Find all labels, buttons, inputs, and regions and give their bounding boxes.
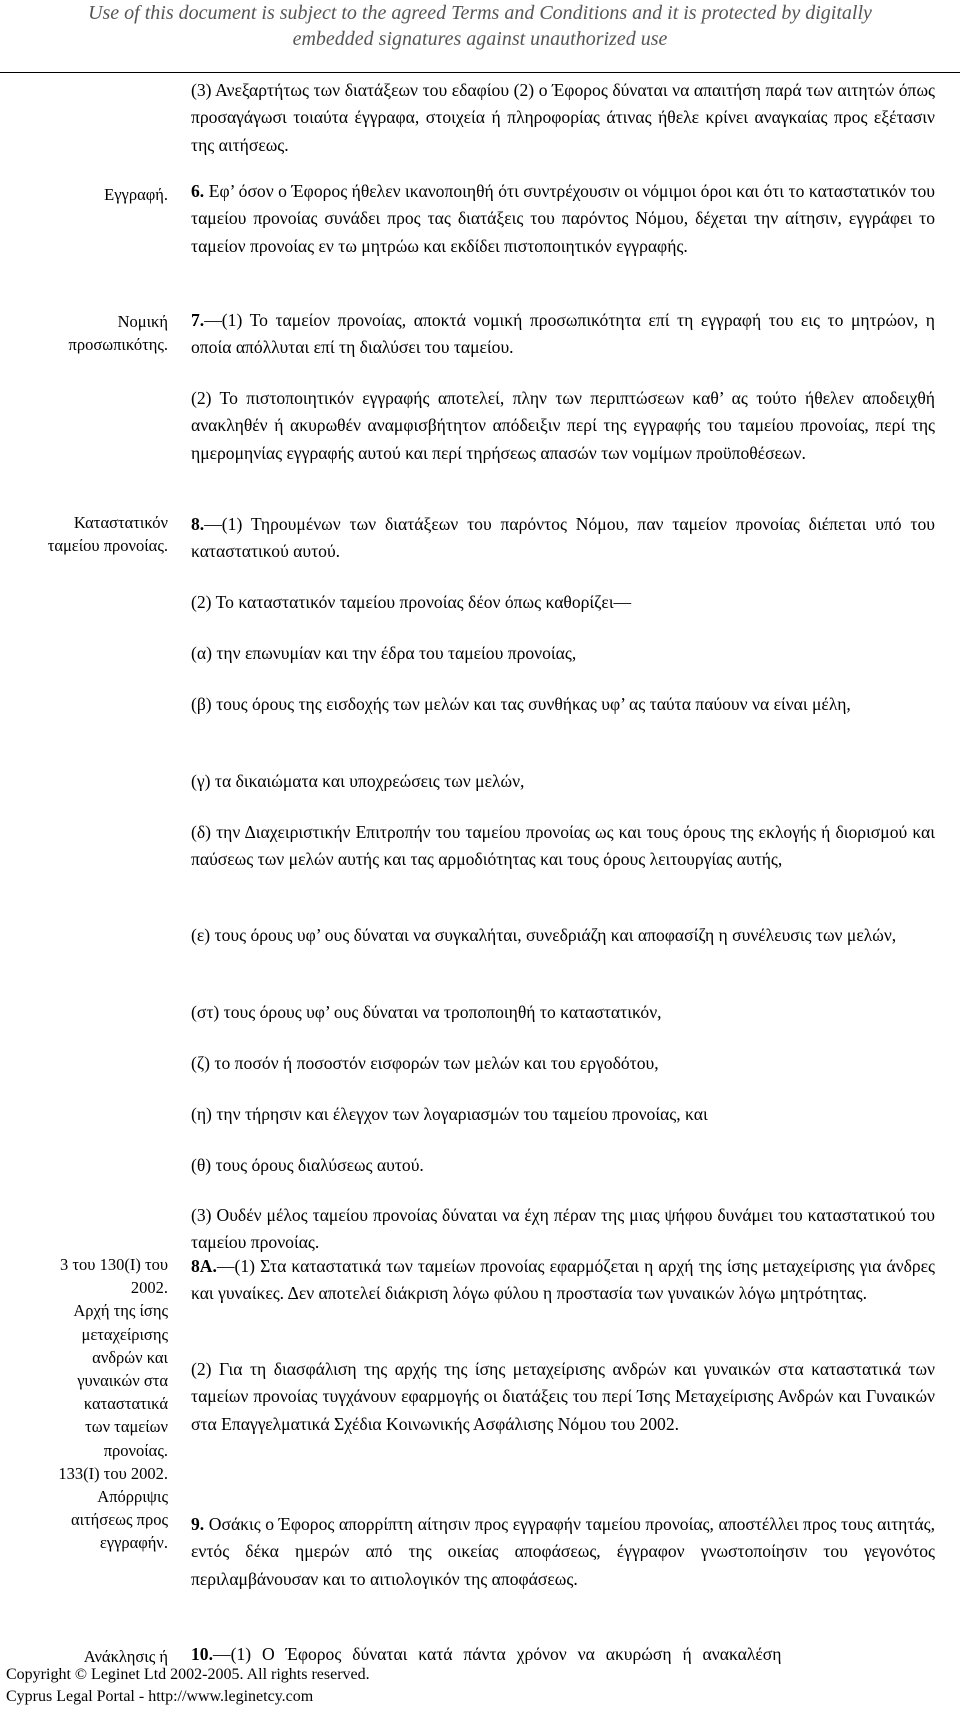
- section-8a-text: —(1) Στα καταστατικά των ταμείων προνοίας εφαρμόζεται η αρχή της ίσης μεταχείρισης για άνδρες και γυναίκες. Δεν αποτελεί διάκριση λόγω φύλου η προστασία των γυναικών λόγω μητρότητας.: [191, 1256, 935, 1304]
- section-7-number: 7.: [191, 310, 205, 330]
- paragraph-5-3: (3) Ανεξαρτήτως των διατάξεων του εδαφίου (2) ο Έφορος δύναται να απαιτήση παρά των αιτητών όπως προσαγάγωσι τοιαύτα έγγραφα, στοιχεία ή πληροφορίας άτινας ήθελε κρίνει αναγκαίας προς εξέτασιν της αιτήσεως.: [191, 80, 935, 155]
- section-8: [191, 511, 935, 566]
- section-8a-2: (2) Για τη διασφάλιση της αρχής της ίσης μεταχείρισης ανδρών και γυναικών στα καταστατικά των ταμείων προνοίας τυγχάνουν εφαρμογής οι διατάξεις του περί Ίσης Μεταχείρισης Ανδρών και Γυναικών στα Επαγγελματικά Σχέδια Κοινωνικής Ασφάλισης Νόμου του 2002.: [191, 1359, 935, 1434]
- section-8a-number: 8Α.: [191, 1256, 217, 1276]
- section-8-2-e: (ε) τους όρους υφ’ ους δύναται να συγκαλήται, συνεδριάζη και αποφασίζη η συνέλευσις των μελών,: [191, 925, 897, 945]
- section-6-text: Εφ’ όσον ο Έφορος ήθελεν ικανοποιηθή ότι συντρέχουσιν οι νόμιμοι όροι και ότι το καταστατικόν του ταμείου προνοίας συνάδει προς τας διατάξεις του παρόντος Νόμου, δέχεται την αίτησιν, εγγράφει το ταμείον προνοίας εν τω μητρώω και εκδίδει πιστοποιητικόν εγγραφής.: [191, 181, 935, 256]
- section-8-2-c: (γ) τα δικαιώματα και υποχρεώσεις των μελών,: [191, 771, 525, 791]
- margin-note-legal-personality: Νομική προσωπικότης.: [68, 312, 168, 355]
- section-10-number: 10.: [191, 1644, 213, 1664]
- section-10-text: —(1) Ο Έφορος δύναται κατά πάντα χρόνον να ακυρώση ή ανακαλέση: [213, 1644, 782, 1664]
- section-7: [191, 307, 935, 362]
- margin-note-revocation: Ανάκλησις ή: [83, 1647, 168, 1666]
- section-8-2: (2) Το καταστατικόν ταμείου προνοίας δέον όπως καθορίζει—: [191, 592, 632, 612]
- section-8-2-st: (στ) τους όρους υφ’ ους δύναται να τροποποιηθή το καταστατικόν,: [191, 1002, 662, 1022]
- section-8-number: 8.: [191, 514, 205, 534]
- section-7-text: —(1) Το ταμείον προνοίας, αποκτά νομική προσωπικότητα επί τη εγγραφή του εις το μητρώον, η οποία απόλλυται επί τη διαλύσει του ταμείου.: [191, 310, 935, 358]
- section-8-2-b: (β) τους όρους της εισδοχής των μελών και τας συνθήκας υφ’ ας ταύτα παύουν να είναι μέλη,: [191, 694, 851, 714]
- section-8-3: (3) Ουδέν μέλος ταμείου προνοίας δύναται να έχη πέραν της μιας ψήφου δυνάμει του καταστατικού του ταμείου προνοίας.: [191, 1205, 935, 1253]
- section-8-text: —(1) Τηρουμένων των διατάξεων του παρόντος Νόμου, παν ταμείον προνοίας διέπεται υπό του καταστατικού αυτού.: [191, 514, 935, 562]
- section-6: [191, 178, 935, 260]
- header-rule: [0, 72, 960, 73]
- section-7-2: (2) Το πιστοποιητικόν εγγραφής αποτελεί, πλην των περιπτώσεων καθ’ ας τούτο ήθελεν αποδειχθή ανακληθέν ή ακυρωθέν αναμφισβήτητον απόδειξιν περί της εγγραφής του ταμείου προνοίας, περί της ημερομηνίας εγγραφής αυτού και περί τηρήσεως απασών των νομίμων προϋποθέσεων.: [191, 388, 935, 463]
- copyright-footer: [6, 1664, 370, 1707]
- section-8-2-th: (θ) τους όρους διαλύσεως αυτού.: [191, 1155, 424, 1175]
- margin-note-statute: Καταστατικόν ταμείου προνοίας.: [47, 513, 168, 556]
- section-9-text: Οσάκις ο Έφορος απορρίπτη αίτησιν προς εγγραφήν ταμείου προνοίας, αποστέλλει προς τους αιτητάς, εντός δέκα ημερών από της οικείας αποφάσεως, έγγραφον γνωστοποίησιν του γεγονότος περιλαμβάνουσαν και το αιτιολογικόν της αποφάσεως.: [191, 1514, 935, 1589]
- margin-note-equal-treatment: 3 του 130(Ι) του 2002. Αρχή της ίσης μεταχείρισης ανδρών και γυναικών στα καταστατικά των ταμείων προνοίας. 133(Ι) του 2002. Απόρριψις αιτήσεως προς εγγραφήν.: [58, 1255, 168, 1553]
- section-9-number: 9.: [191, 1514, 205, 1534]
- section-8a: [191, 1253, 935, 1308]
- section-8-2-a: (α) την επωνυμίαν και την έδρα του ταμείου προνοίας,: [191, 643, 577, 663]
- section-8-2-i: (η) την τήρησιν και έλεγχον των λογαριασμών του ταμείου προνοίας, και: [191, 1104, 708, 1124]
- section-8-2-d: (δ) την Διαχειριστικήν Επιτροπήν του ταμείου προνοίας ως και τους όρους της εκλογής ή διορισμού και παύσεως των μελών αυτής και τας αρμοδιότητας και τους όρους λειτουργίας αυτής,: [191, 822, 935, 870]
- margin-note-registration: Εγγραφή.: [104, 185, 168, 204]
- section-9: [191, 1511, 935, 1593]
- section-6-number: 6.: [191, 181, 205, 201]
- watermark-banner: [0, 0, 960, 52]
- copyright-line: Copyright © Leginet Ltd 2002-2005. All rights reserved.: [6, 1666, 370, 1683]
- watermark-line-2: embedded signatures against unauthorized use: [292, 28, 668, 50]
- section-8-2-z: (ζ) το ποσόν ή ποσοστόν εισφορών των μελών και του εργοδότου,: [191, 1053, 659, 1073]
- portal-line: Cyprus Legal Portal - http://www.leginetcy.com: [6, 1687, 314, 1705]
- watermark-line-1: Use of this document is subject to the agreed Terms and Conditions and it is protected by digitally: [88, 2, 872, 24]
